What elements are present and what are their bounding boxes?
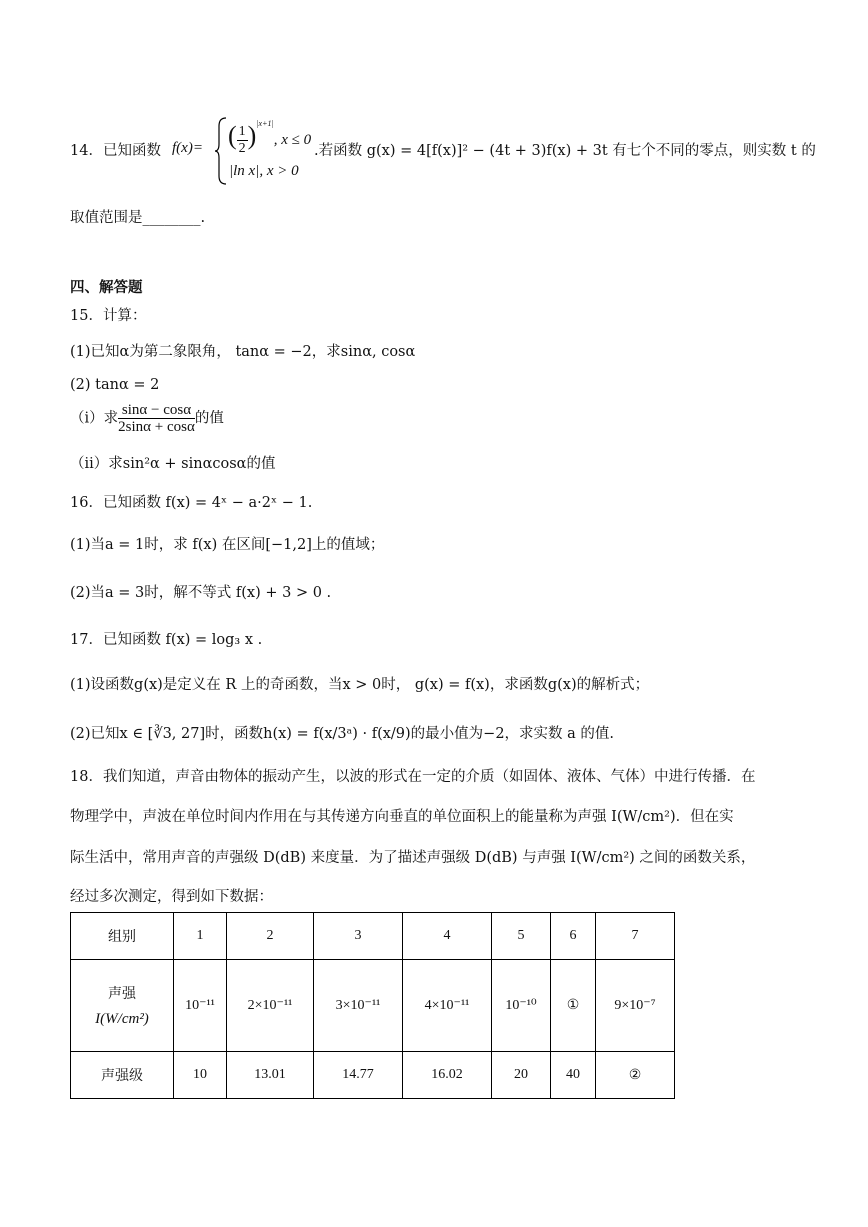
q14-line2: 取值范围是________. [70, 210, 206, 226]
table-cell: 2 [227, 913, 314, 960]
q15-part2i: （i）求 $\frac{\sin\alpha - \cos\alpha}{2\sin\alpha + \cos\alpha}$ 的值 [70, 402, 224, 435]
q16-part1: (1)当a = 1时，求 f(x) 在区间[−1,2]上的值域； [70, 537, 385, 553]
q15-title: 15．计算： [70, 308, 147, 324]
table-cell: 3 [314, 913, 403, 960]
brace-icon [214, 116, 228, 186]
table-cell: 14.77 [314, 1052, 403, 1099]
table-cell: ② [596, 1052, 675, 1099]
q16-part2: (2)当a = 3时，解不等式 f(x) + 3 > 0 . [70, 585, 332, 601]
table-cell: 3×10⁻¹¹ [314, 960, 403, 1052]
table-cell: 2×10⁻¹¹ [227, 960, 314, 1052]
table-header-label: 声强 [108, 987, 136, 1002]
q14-case1: ( $\frac{1}{2}$ )$^{|x+1|}$, x ≤ 0 [228, 119, 312, 157]
table-cell: 10 [174, 1052, 227, 1099]
table-header-level: 声强级 [71, 1052, 174, 1099]
q18-line4: 经过多次测定，得到如下数据： [70, 889, 273, 905]
table-cell: 10⁻¹¹ [174, 960, 227, 1052]
table-cell: ① [551, 960, 596, 1052]
table-header-unit: I(W/cm²) [95, 1011, 149, 1027]
table-cell: 10⁻¹⁰ [492, 960, 551, 1052]
q14-fx: f(x)= [172, 140, 203, 156]
q17-part2: (2)已知x ∈ [∛3, 27]时，函数h(x) = f(x/3ᵃ) · f(x/9)的最小值为−2，求实数 a 的值. [70, 726, 615, 742]
table-cell: 13.01 [227, 1052, 314, 1099]
q17-part1: (1)设函数g(x)是定义在 R 上的奇函数，当x > 0时， g(x) = f(x)，求函数g(x)的解析式； [70, 677, 650, 693]
data-table [70, 912, 675, 1099]
q14-case2: |ln x|, x > 0 [229, 163, 299, 179]
q15-part2: (2) tanα = 2 [70, 377, 160, 393]
table-row [71, 960, 675, 1052]
table-cell: 4 [403, 913, 492, 960]
q18-line2: 物理学中，声波在单位时间内作用在与其传递方向垂直的单位面积上的能量称为声强 I(W/cm²)．但在实 [70, 809, 734, 825]
table-cell: 4×10⁻¹¹ [403, 960, 492, 1052]
table-header-group: 组别 [71, 913, 174, 960]
table-header-intensity [71, 960, 174, 1052]
table-row [71, 1052, 675, 1099]
table-cell: 1 [174, 913, 227, 960]
table-cell: 7 [596, 913, 675, 960]
table-cell: 9×10⁻⁷ [596, 960, 675, 1052]
q15-part1: (1)已知α为第二象限角， tanα = −2，求sinα, cosα [70, 344, 416, 360]
table-cell: 40 [551, 1052, 596, 1099]
table-cell: 20 [492, 1052, 551, 1099]
table-cell: 16.02 [403, 1052, 492, 1099]
q18-line1: 18．我们知道，声音由物体的振动产生，以波的形式在一定的介质（如固体、液体、气体）中进行传播．在 [70, 769, 756, 785]
table-cell: 5 [492, 913, 551, 960]
q15-part2ii: （ii）求sin²α + sinαcosα的值 [70, 456, 276, 472]
table-row [71, 913, 675, 960]
q18-line3: 际生活中，常用声音的声强级 D(dB) 来度量．为了描述声强级 D(dB) 与声强 I(W/cm²) 之间的函数关系， [70, 850, 756, 866]
q17-title: 17．已知函数 f(x) = log₃ x . [70, 632, 263, 648]
section-heading: 四、解答题 [70, 279, 143, 296]
q14-tail: .若函数 g(x) = 4[f(x)]² − (4t + 3)f(x) + 3t 有七个不同的零点，则实数 t 的 [314, 143, 816, 159]
table-cell: 6 [551, 913, 596, 960]
q16-title: 16．已知函数 f(x) = 4ˣ − a·2ˣ − 1. [70, 495, 313, 511]
q14-lead: 14．已知函数 [70, 143, 161, 159]
